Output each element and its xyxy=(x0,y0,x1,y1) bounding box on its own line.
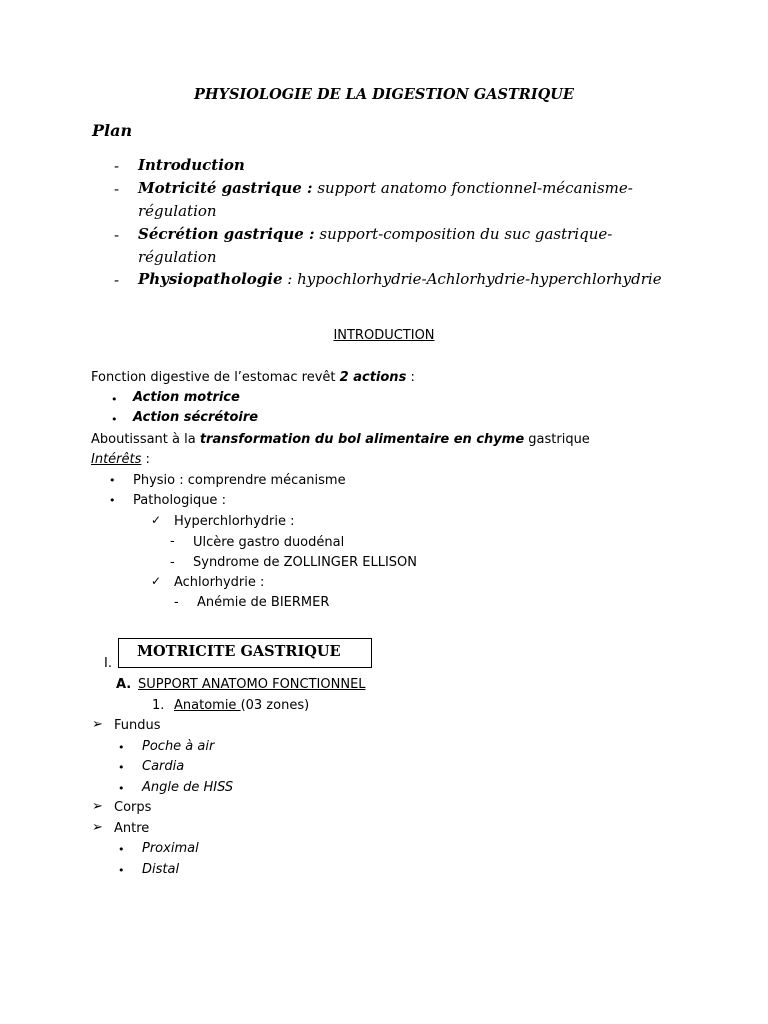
plan-label: Plan xyxy=(92,121,133,140)
list-item: Achlorhydrie : xyxy=(174,575,265,590)
list-item: Antre xyxy=(114,821,150,836)
list-item: Corps xyxy=(114,800,152,815)
text: Anatomie xyxy=(174,698,241,713)
sub-heading-support: SUPPORT ANATOMO FONCTIONNEL xyxy=(138,677,366,692)
section-heading-introduction: INTRODUCTION xyxy=(333,328,435,343)
bullet-icon: • xyxy=(118,843,125,856)
text: (03 zones) xyxy=(240,698,310,713)
anatomie-heading xyxy=(174,698,309,713)
list-item: Distal xyxy=(142,862,180,877)
list-number: 1. xyxy=(152,698,165,713)
plan-item-head: Sécrétion gastrique : xyxy=(138,225,315,243)
arrow-icon: ➢ xyxy=(92,717,103,732)
plan-item-text: support-composition du suc gastrique- xyxy=(314,225,613,243)
list-item: Cardia xyxy=(142,759,185,774)
document-title: PHYSIOLOGIE DE LA DIGESTION GASTRIQUE xyxy=(194,86,574,103)
bullet-icon: • xyxy=(118,741,125,754)
arrow-icon: ➢ xyxy=(92,820,103,835)
text: Aboutissant à la xyxy=(91,432,200,447)
text: gastrique xyxy=(524,432,590,447)
list-item: Ulcère gastro duodénal xyxy=(193,535,345,550)
roman-numeral: I. xyxy=(104,656,112,671)
list-item: Physio : comprendre mécanisme xyxy=(133,473,346,488)
interets-label xyxy=(91,452,150,467)
plan-item-physiopathologie xyxy=(138,270,662,288)
dash-icon: - xyxy=(174,595,179,610)
bullet-icon: • xyxy=(109,494,116,507)
list-item: Syndrome de ZOLLINGER ELLISON xyxy=(193,555,418,570)
list-item: Hyperchlorhydrie : xyxy=(174,514,295,529)
list-item: Pathologique : xyxy=(133,493,226,508)
plan-dash: - xyxy=(114,271,120,289)
intro-line-actions xyxy=(91,370,415,385)
list-item: Anémie de BIERMER xyxy=(197,595,330,610)
checkmark-icon: ✓ xyxy=(151,513,162,527)
list-item: Action sécrétoire xyxy=(133,410,259,425)
list-item: Action motrice xyxy=(133,390,240,405)
text: Intérêts xyxy=(91,452,142,467)
plan-item-text: : hypochlorhydrie-Achlorhydrie-hyperchlorhydrie xyxy=(282,270,662,288)
bullet-icon: • xyxy=(111,393,118,406)
text-emphasis: transformation du bol alimentaire en chyme xyxy=(199,432,525,447)
list-item: Poche à air xyxy=(142,739,215,754)
text: : xyxy=(141,452,150,467)
plan-item-introduction xyxy=(138,156,245,174)
bullet-icon: • xyxy=(109,474,116,487)
plan-dash: - xyxy=(114,180,120,198)
plan-item-secretion xyxy=(138,225,612,243)
text: Fonction digestive de l’estomac revêt xyxy=(91,370,340,385)
bullet-icon: • xyxy=(118,864,125,877)
plan-dash: - xyxy=(114,226,120,244)
list-item: Proximal xyxy=(142,841,199,856)
plan-item-head: Motricité gastrique : xyxy=(138,179,313,197)
bullet-icon: • xyxy=(118,761,125,774)
sub-letter: A. xyxy=(116,677,132,692)
list-item: Fundus xyxy=(114,718,161,733)
plan-dash: - xyxy=(114,157,120,175)
intro-line-transformation xyxy=(91,432,590,447)
plan-item-continuation: régulation xyxy=(138,202,217,220)
plan-item-continuation: régulation xyxy=(138,248,217,266)
dash-icon: - xyxy=(170,534,175,549)
plan-item-head: Physiopathologie xyxy=(138,270,283,288)
plan-item-motricite xyxy=(138,179,633,197)
checkmark-icon: ✓ xyxy=(151,574,162,588)
section-heading-motricite: MOTRICITE GASTRIQUE xyxy=(118,638,372,668)
text-emphasis: 2 actions xyxy=(339,370,407,385)
dash-icon: - xyxy=(170,555,175,570)
list-item: Angle de HISS xyxy=(142,780,234,795)
bullet-icon: • xyxy=(118,782,125,795)
plan-item-head: Introduction xyxy=(138,156,245,174)
bullet-icon: • xyxy=(111,413,118,426)
arrow-icon: ➢ xyxy=(92,799,103,814)
plan-item-text: support anatomo fonctionnel-mécanisme- xyxy=(312,179,633,197)
text: : xyxy=(406,370,415,385)
